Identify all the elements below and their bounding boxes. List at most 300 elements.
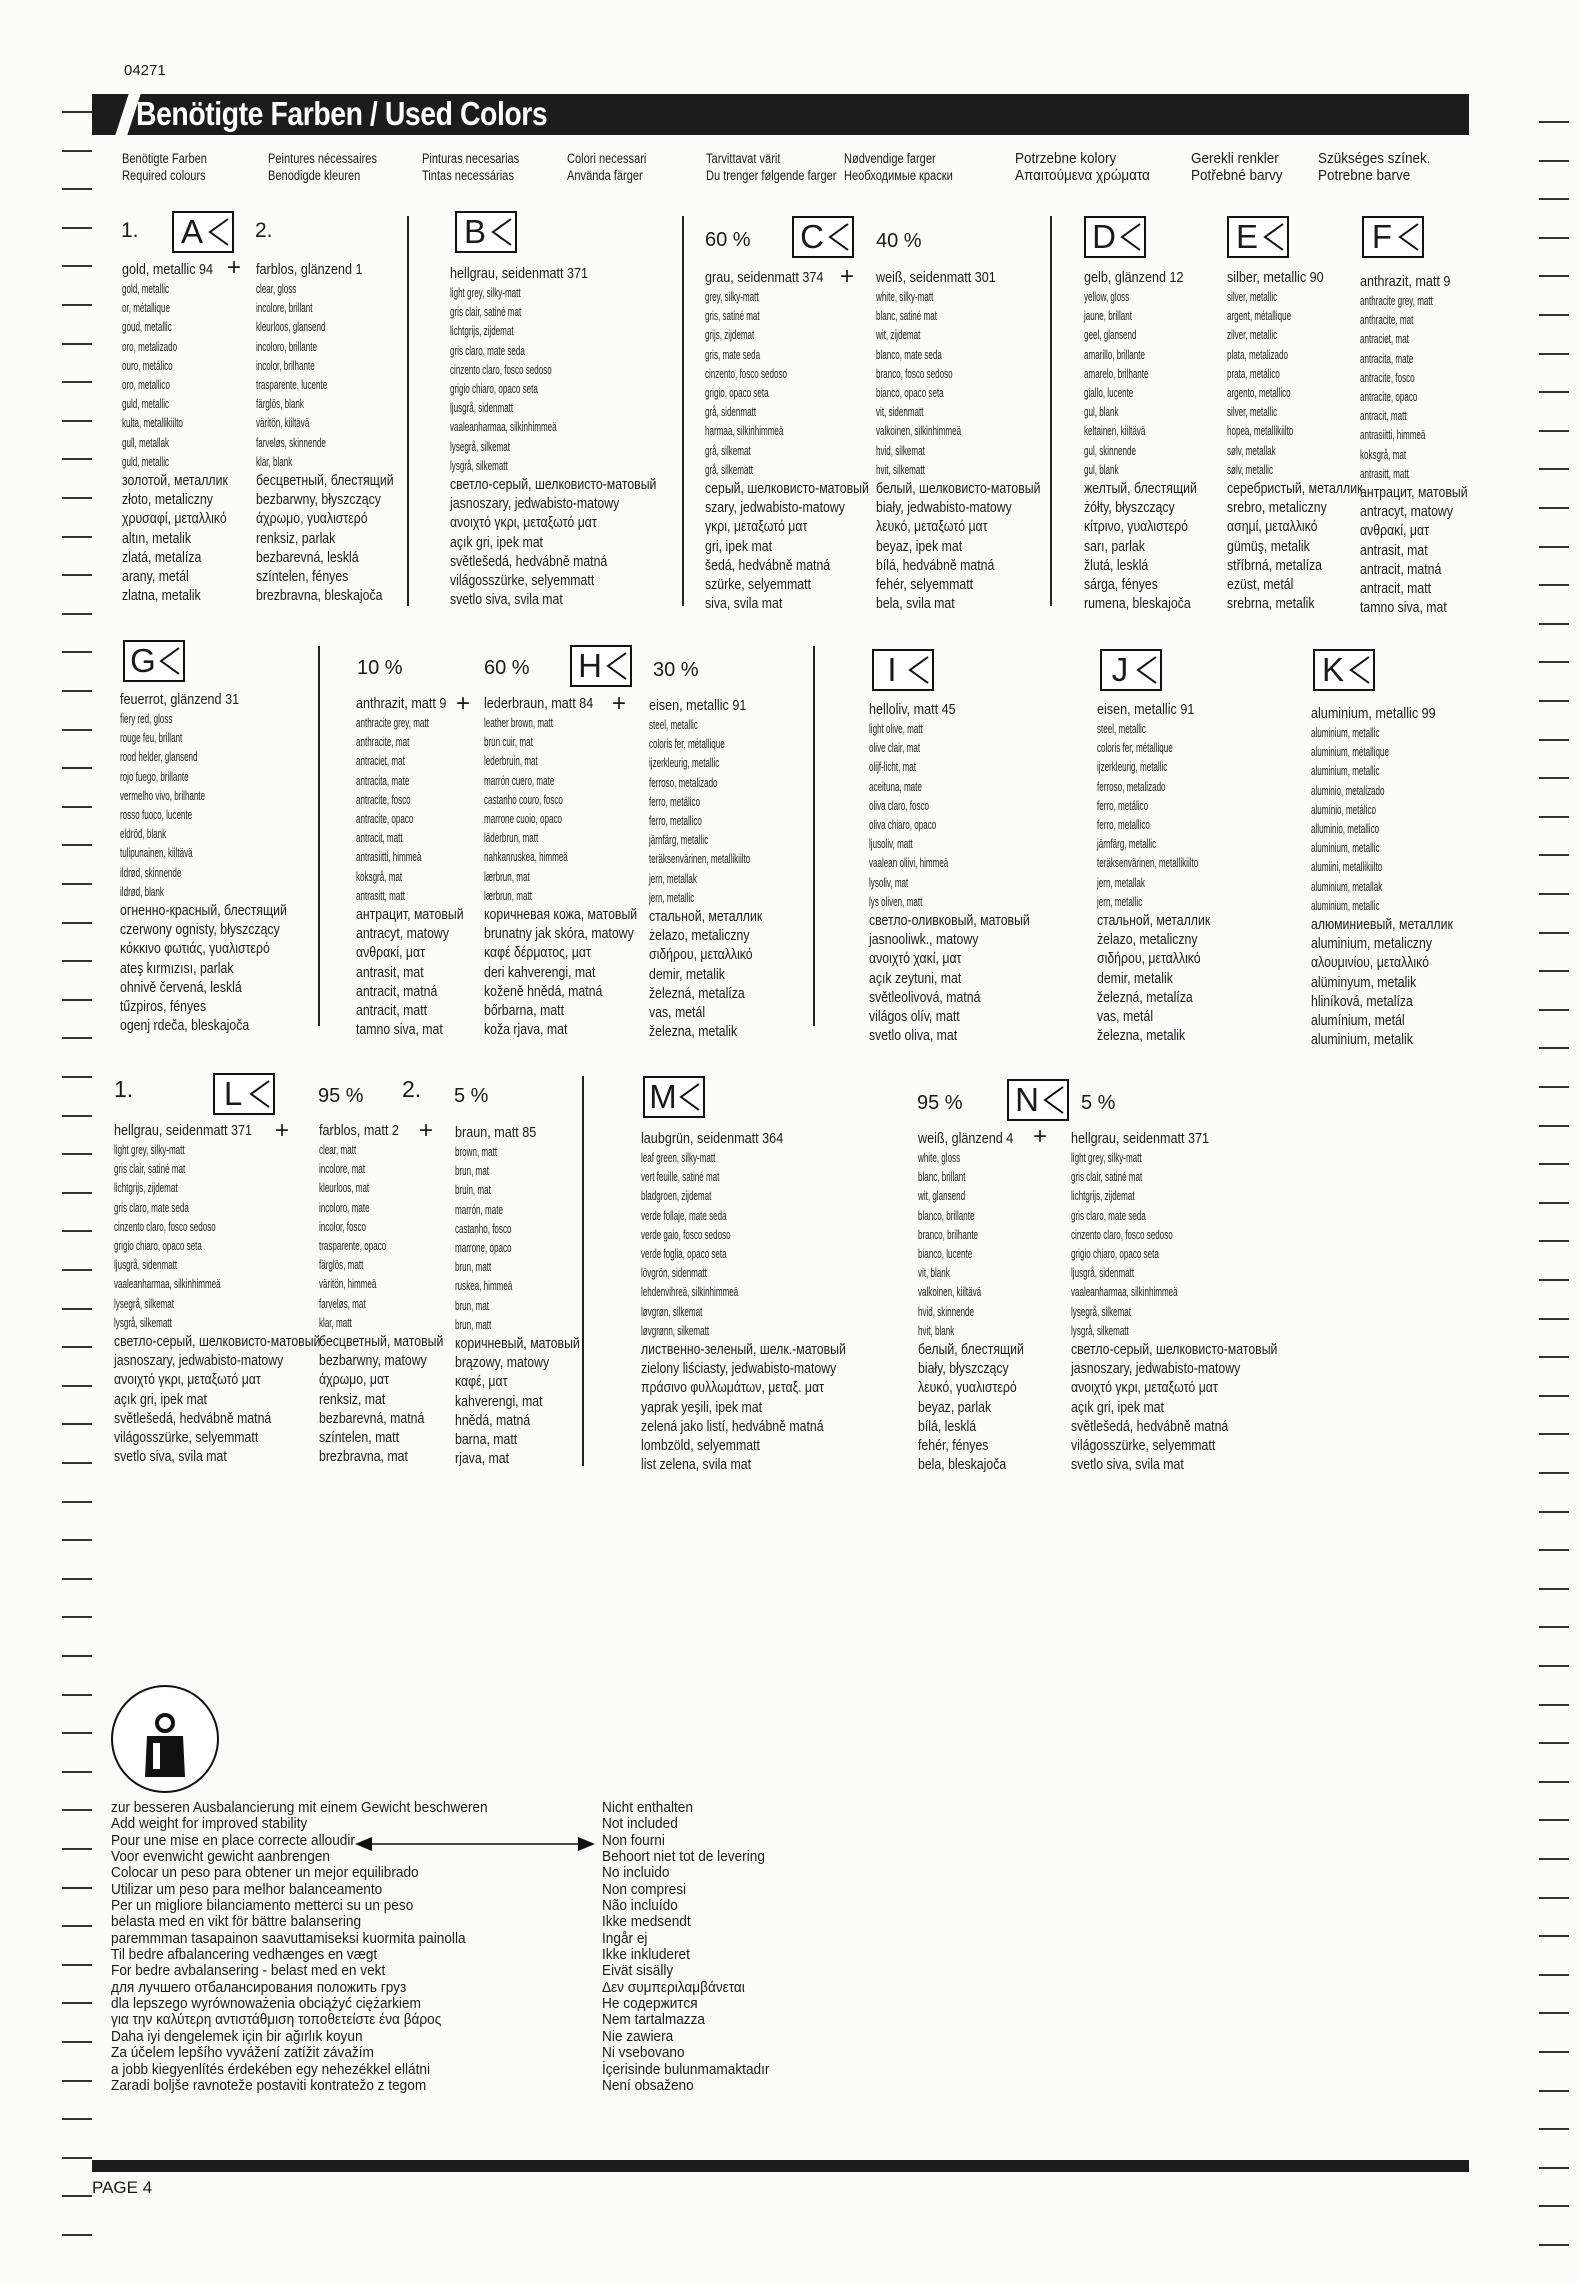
color-name: laubgrün, seidenmatt 364 <box>641 1130 784 1147</box>
edge-tick <box>1539 1433 1569 1435</box>
color-translation: zelená jako listí, hedvábně matná <box>641 1417 824 1435</box>
color-translation: antracyt, matowy <box>356 925 449 943</box>
color-translation: leaf green, silky-matt <box>641 1150 716 1165</box>
color-translation: incoloro, brillante <box>256 338 317 354</box>
color-translation: χρυσαφί, μεταλλικό <box>122 510 227 528</box>
edge-tick <box>1539 777 1569 779</box>
color-translation: grigio chiaro, opaco seta <box>450 381 538 397</box>
color-name: farblos, matt 2 <box>319 1122 399 1139</box>
color-translation: aceituna, mate <box>869 778 922 794</box>
color-translation: lærbrun, mat <box>484 868 530 884</box>
color-translation: lysgrå, silkematt <box>114 1314 172 1330</box>
header-language-column <box>1318 150 1431 184</box>
header-language-label: Required colours <box>122 168 206 183</box>
color-translation: żółty, błyszczący <box>1084 499 1175 517</box>
edge-tick <box>62 2080 92 2082</box>
color-translation: renksiz, parlak <box>256 529 336 547</box>
header-language-column <box>122 150 207 184</box>
color-translation: brun, matt <box>455 1316 492 1332</box>
color-translation: renksiz, mat <box>319 1390 386 1408</box>
color-translation: aluminium, metallic <box>1311 763 1380 779</box>
color-translation: valkoinen, silkinhimmeä <box>876 423 962 439</box>
weight-note-line: İçerisinde bulunmamaktadır <box>602 2061 770 2078</box>
edge-tick <box>1539 275 1569 277</box>
color-translation: gris claro, mate seda <box>114 1199 189 1215</box>
color-translation: hvid, silkemat <box>876 442 925 458</box>
color-translation: giallo, lucente <box>1084 385 1134 401</box>
edge-tick <box>62 651 92 653</box>
edge-tick <box>62 1809 92 1811</box>
color-translation: vaaleanharmaa, silkinhimmeä <box>1071 1284 1178 1300</box>
color-box-h: H <box>570 645 632 687</box>
color-translation: hliníková, metalíza <box>1311 992 1413 1010</box>
color-translation: oliva chiaro, opaco <box>869 817 937 833</box>
color-entry-a1 <box>122 254 251 605</box>
color-translation: železna, metalik <box>649 1023 738 1041</box>
color-translation: złoto, metaliczny <box>122 491 213 509</box>
color-translation: antracit, matt <box>1360 580 1432 598</box>
color-translation: világosszürke, selyemmatt <box>114 1429 259 1447</box>
color-translation: teräksenvärinen, metallikiilto <box>1097 855 1199 871</box>
color-translation: lærbrun, matt <box>484 887 532 903</box>
color-translation: läderbrun, matt <box>484 830 539 846</box>
weight-note-line: Colocar un peso para obtener un mejor equilibrado <box>111 1865 419 1882</box>
color-translation: ανθρακί, ματ <box>356 944 425 962</box>
mix-percent: 5 % <box>454 1085 489 1107</box>
color-name: farblos, glänzend 1 <box>256 261 363 278</box>
color-entry-g2 <box>356 690 487 1039</box>
color-translation: açık gri, ipek mat <box>1071 1398 1164 1416</box>
color-translation: clear, gloss <box>256 281 297 296</box>
color-entry-n2 <box>1071 1129 1323 1474</box>
color-translation: bőrbarna, matt <box>484 1002 565 1020</box>
color-translation: světlešedá, hedvábně matná <box>1071 1417 1229 1435</box>
color-translation: белый, блестящий <box>918 1341 1024 1359</box>
color-translation: argent, métallique <box>1227 308 1292 324</box>
weight-note-line: Non compresi <box>602 1881 687 1898</box>
color-name: braun, matt 85 <box>455 1124 537 1141</box>
color-translation: antraciet, mat <box>356 753 405 769</box>
color-entry-c1 <box>705 263 905 613</box>
edge-tick <box>62 420 92 422</box>
edge-tick <box>1539 1974 1569 1976</box>
color-translation: incolore, mat <box>319 1161 366 1177</box>
color-entry-j <box>1097 700 1260 1045</box>
color-translation: bezbarevná, matná <box>319 1409 425 1427</box>
color-translation: antrasit, mat <box>356 963 424 981</box>
color-translation: szürke, selyemmatt <box>705 576 811 594</box>
edge-tick <box>1539 2205 1569 2207</box>
color-name: anthrazit, matt 9 <box>1360 273 1451 290</box>
color-translation: γκρι, μεταξωτό ματ <box>705 518 808 536</box>
edge-tick <box>1539 893 1569 895</box>
header-language-label: Colori necessari <box>567 151 647 166</box>
color-translation: kulta, metallikiilto <box>122 415 183 431</box>
color-translation: castanho couro, fosco <box>484 791 563 807</box>
weight-note-line: Nicht enthalten <box>602 1800 693 1816</box>
color-translation: gris clair, satiné mat <box>114 1161 186 1177</box>
weight-icon <box>111 1685 219 1793</box>
color-translation: czerwony ognisty, błyszczący <box>120 921 280 939</box>
color-translation: castanho, fosco <box>455 1220 512 1236</box>
color-translation: ανοιχτό χακί, ματ <box>869 950 962 968</box>
color-translation: gümüş, metalik <box>1227 537 1310 555</box>
edge-tick <box>62 343 92 345</box>
color-translation: antracit, matt <box>356 1002 428 1020</box>
weight-note-line: Til bedre afbalancering vedhænges en vægt <box>111 1947 378 1964</box>
color-translation: cinzento, fosco sedoso <box>705 365 787 381</box>
header-language-label: Gerekli renkler <box>1191 150 1279 167</box>
color-translation: wit, zijdemat <box>876 327 921 343</box>
color-translation: светло-серый, шелковисто-матовый <box>450 476 657 494</box>
weight-note-right <box>602 1800 769 2094</box>
weight-note-line: для лучшего отбалансирования положить груз <box>111 1979 407 1996</box>
edge-tick <box>62 1385 92 1387</box>
color-translation: oliva claro, fosco <box>869 797 930 813</box>
color-translation: brązowy, matowy <box>455 1354 550 1372</box>
weight-note-line: a jobb kiegyenlítés érdekében egy nehezékkel ellátni <box>111 2061 431 2078</box>
color-translation: klar, blank <box>256 453 293 469</box>
color-translation: antracite, opaco <box>356 811 414 827</box>
header-language-label: Tintas necessárias <box>422 168 514 183</box>
weight-note-line: Ikke medsendt <box>602 1914 691 1931</box>
color-translation: vas, metál <box>649 1004 706 1022</box>
color-translation: gul, blank <box>1084 404 1119 420</box>
edge-tick <box>62 2234 92 2236</box>
edge-tick <box>1539 2244 1569 2246</box>
edge-tick <box>62 1925 92 1927</box>
color-translation: világosszürke, selyemmatt <box>1071 1437 1216 1455</box>
color-name: hellgrau, seidenmatt 371 <box>450 265 588 282</box>
header-language-label: Szükséges színek. <box>1318 150 1431 167</box>
color-translation: żelazo, metaliczny <box>1097 931 1198 949</box>
header-language-label: Tarvittavat värit <box>706 151 781 166</box>
color-translation: antraciet, mat <box>1360 331 1409 347</box>
weight-note-line: Pour une mise en place correcte alloudir <box>111 1832 355 1849</box>
color-translation: lysgrå, silkematt <box>450 457 508 473</box>
color-entry-k <box>1311 704 1484 1049</box>
edge-tick <box>62 922 92 924</box>
header-language-label: Potrebne barve <box>1318 167 1411 184</box>
color-name: eisen, metallic 91 <box>649 697 747 714</box>
color-translation: ferro, metallico <box>649 813 702 829</box>
color-translation: incoloro, mate <box>319 1199 370 1215</box>
edge-tick <box>62 729 92 731</box>
color-translation: ljusgrå, sidenmatt <box>450 400 514 416</box>
color-name: grau, seidenmatt 374 <box>705 269 824 286</box>
color-translation: grigio, opaco seta <box>705 385 769 401</box>
weight-note-line: Behoort niet tot de levering <box>602 1849 765 1866</box>
color-translation: marrone cuoio, opaco <box>484 811 562 827</box>
color-translation: gul, skinnende <box>1084 442 1136 458</box>
color-translation: marrón, mate <box>455 1201 503 1217</box>
color-box-a: A <box>172 211 234 253</box>
color-translation: antracite, fosco <box>356 791 411 807</box>
plus-sign: + <box>612 690 627 717</box>
plus-sign: + <box>840 263 855 290</box>
edge-tick <box>62 1578 92 1580</box>
edge-tick <box>1539 1125 1569 1127</box>
mix-step-1: 1. <box>114 1076 134 1102</box>
edge-tick <box>1539 1897 1569 1899</box>
color-translation: grå, sidenmatt <box>705 404 757 420</box>
color-translation: svetlo oliva, mat <box>869 1027 958 1045</box>
color-translation: vas, metál <box>1097 1008 1154 1026</box>
color-translation: light grey, silky-matt <box>114 1142 185 1157</box>
edge-tick <box>62 574 92 576</box>
color-translation: grå, silkematt <box>705 461 753 477</box>
color-translation: kleurloos, mat <box>319 1180 370 1196</box>
edge-tick <box>62 1964 92 1966</box>
color-translation: žlutá, lesklá <box>1084 556 1149 574</box>
color-translation: argento, metallico <box>1227 385 1291 401</box>
color-translation: guld, metallic <box>122 453 170 469</box>
edge-tick <box>1539 1781 1569 1783</box>
color-translation: barna, matt <box>455 1431 518 1449</box>
mix-percent: 5 % <box>1081 1092 1116 1114</box>
edge-tick <box>62 1269 92 1271</box>
color-translation: goud, metallic <box>122 319 172 335</box>
left-binding-edge <box>0 0 96 2282</box>
edge-tick <box>62 188 92 190</box>
color-translation: jasnoszary, jedwabisto-matowy <box>1071 1360 1241 1378</box>
edge-tick <box>1539 507 1569 509</box>
color-translation: açık gri, ipek mat <box>450 533 543 551</box>
color-translation: altın, metalik <box>122 529 192 547</box>
header-language-column <box>706 150 836 184</box>
color-translation: coloris fer, métallique <box>649 736 725 752</box>
color-translation: brun, mat <box>455 1297 490 1313</box>
color-translation: lichtgrijs, zijdemat <box>450 323 514 339</box>
color-translation: incolor, brilhante <box>256 357 315 373</box>
edge-tick <box>62 2157 92 2159</box>
color-box-e: E <box>1227 216 1289 258</box>
color-translation: алюминиевый, металлик <box>1311 916 1453 934</box>
color-translation: bela, bleskajoča <box>918 1456 1007 1474</box>
color-translation: белый, шелковисто-матовый <box>876 480 1041 498</box>
edge-tick <box>1539 1935 1569 1937</box>
color-translation: gris clair, satiné mat <box>450 304 522 320</box>
edge-tick <box>62 1346 92 1348</box>
color-translation: tulipunainen, kiiltävä <box>120 845 193 861</box>
color-translation: alumiini, metallikiilto <box>1311 859 1383 875</box>
edge-tick <box>62 1732 92 1734</box>
color-translation: incolore, brillant <box>256 300 313 316</box>
color-box-i: I <box>872 649 934 691</box>
color-translation: järnfärg, metallic <box>1097 836 1157 852</box>
color-translation: αλουμινίου, μεταλλικό <box>1311 954 1429 972</box>
color-translation: deri kahverengi, mat <box>484 963 596 981</box>
color-translation: hnědá, matná <box>455 1411 531 1429</box>
color-translation: løvgrønn, silkematt <box>641 1322 710 1338</box>
color-translation: antracite, opaco <box>1360 389 1418 405</box>
color-translation: světlešedá, hedvábně matná <box>450 552 608 570</box>
color-entry-f <box>1360 272 1491 617</box>
color-translation: ateş kırmızısı, parlak <box>120 959 234 977</box>
color-translation: zlatá, metalíza <box>122 548 202 566</box>
color-translation: olive clair, mat <box>869 740 921 756</box>
weight-note-line: Per un migliore bilanciamento metterci su un peso <box>111 1898 414 1915</box>
edge-tick <box>1539 1588 1569 1590</box>
color-translation: järnfärg, metallic <box>649 832 709 848</box>
edge-tick <box>1539 2012 1569 2014</box>
color-translation: ferroso, metalizado <box>649 774 718 790</box>
color-translation: ijzerkleurig, metallic <box>649 755 720 771</box>
color-translation: золотой, металлик <box>122 472 228 490</box>
color-translation: srebro, metaliczny <box>1227 499 1327 517</box>
color-translation: železná, metalíza <box>649 984 745 1002</box>
color-translation: coloris fer, métallique <box>1097 740 1173 756</box>
edge-tick <box>1539 198 1569 200</box>
edge-tick <box>1539 1511 1569 1513</box>
color-translation: beyaz, ipek mat <box>876 537 963 555</box>
weight-note-line: Não incluído <box>602 1898 678 1915</box>
color-translation: klar, matt <box>319 1314 352 1330</box>
color-translation: wit, glansend <box>918 1188 966 1204</box>
color-translation: hvit, blank <box>918 1322 955 1338</box>
color-translation: jern, metallak <box>1097 874 1145 890</box>
color-translation: tamno siva, mat <box>356 1021 443 1039</box>
color-translation: aluminium, metallic <box>1311 725 1380 740</box>
weight-note-line: Add weight for improved stability <box>111 1816 308 1833</box>
color-translation: brown, matt <box>455 1144 498 1159</box>
header-language-label: Potřebné barvy <box>1191 167 1283 184</box>
color-box-n: N <box>1007 1079 1069 1121</box>
color-translation: ruskea, himmeä <box>455 1278 513 1294</box>
color-translation: желтый, блестящий <box>1084 480 1197 498</box>
edge-tick <box>1539 1742 1569 1744</box>
edge-tick <box>62 960 92 962</box>
color-translation: rouge feu, brillant <box>120 730 183 746</box>
color-translation: bruin, mat <box>455 1182 491 1198</box>
color-translation: branco, fosco sedoso <box>876 365 953 381</box>
color-translation: aluminium, métallique <box>1311 744 1389 760</box>
color-translation: ljusoliv, matt <box>869 836 913 852</box>
color-translation: jern, metallak <box>649 870 697 886</box>
color-translation: sølv, metallak <box>1227 442 1276 458</box>
edge-tick <box>1539 1549 1569 1551</box>
plus-sign: + <box>227 254 242 281</box>
mix-percent: 30 % <box>653 659 699 681</box>
mix-percent: 60 % <box>484 657 530 679</box>
color-translation: olijf-licht, mat <box>869 759 917 775</box>
weight-note-line: Not included <box>602 1816 678 1833</box>
color-translation: yaprak yeşili, ipek mat <box>641 1398 763 1416</box>
color-translation: стальной, металлик <box>649 908 763 926</box>
edge-tick <box>1539 1240 1569 1242</box>
color-translation: železna, metalik <box>1097 1027 1186 1045</box>
color-translation: anthracite, mat <box>1360 312 1414 328</box>
mix-percent: 60 % <box>705 229 751 251</box>
color-entry-l2 <box>319 1117 471 1466</box>
color-translation: alumínio, metálico <box>1311 801 1376 817</box>
footer-bar <box>92 2160 1469 2172</box>
edge-tick <box>1539 623 1569 625</box>
color-translation: bezbarwny, matowy <box>319 1352 427 1370</box>
color-translation: ανοιχτό γκρι, μεταξωτό ματ <box>450 514 597 532</box>
color-translation: fehér, selyemmatt <box>876 576 974 594</box>
color-translation: grå, silkemat <box>705 442 751 458</box>
color-translation: λευκό, μεταξωτό ματ <box>876 518 988 536</box>
color-translation: marrón cuero, mate <box>484 772 555 788</box>
header-language-label: Benodigde kleuren <box>268 168 361 183</box>
color-translation: gris claro, mate seda <box>1071 1207 1146 1223</box>
edge-tick <box>1539 700 1569 702</box>
color-box-m: M <box>643 1076 705 1118</box>
color-translation: lichtgrijs, zijdemat <box>1071 1188 1135 1204</box>
weight-note-line: Voor evenwicht gewicht aanbrengen <box>111 1849 330 1866</box>
color-translation: cinzento claro, fosco sedoso <box>114 1218 216 1234</box>
color-translation: lichtgrijs, zijdemat <box>114 1180 178 1196</box>
color-translation: prata, metálico <box>1227 365 1280 381</box>
color-translation: κίτρινο, γυαλιστερό <box>1084 518 1188 536</box>
color-translation: stříbrná, metalíza <box>1227 556 1323 574</box>
color-translation: κόκκινο φωτιάς, γυαλιστερό <box>120 940 270 958</box>
color-translation: verde follaje, mate seda <box>641 1207 727 1223</box>
color-translation: teräksenvärinen, metallikiilto <box>649 851 751 867</box>
color-translation: aluminium, metallic <box>1311 897 1380 913</box>
edge-tick <box>1539 2090 1569 2092</box>
mix-percent: 10 % <box>357 657 403 679</box>
color-translation: antrasitt, matt <box>356 887 405 903</box>
edge-tick <box>62 1192 92 1194</box>
color-translation: огненно-красный, блестящий <box>120 902 287 920</box>
color-translation: antracit, matt <box>1360 408 1407 424</box>
edge-tick <box>62 1694 92 1696</box>
color-translation: jern, metallic <box>1097 893 1143 909</box>
edge-tick <box>1539 121 1569 123</box>
color-translation: harmaa, silkinhimmeä <box>705 423 784 439</box>
color-translation: jaune, brillant <box>1084 308 1132 324</box>
color-translation: vaaleanharmaa, silkinhimmeä <box>114 1276 221 1292</box>
color-translation: άχρωμο, γυαλιστερό <box>256 510 368 528</box>
color-translation: valkoinen, kiiltävä <box>918 1284 982 1300</box>
color-name: hellgrau, seidenmatt 371 <box>114 1122 252 1139</box>
edge-tick <box>1539 1395 1569 1397</box>
color-translation: oro, metallico <box>122 377 170 393</box>
header-language-label: Benötigte Farben <box>122 151 207 166</box>
color-translation: geel, glansend <box>1084 327 1137 343</box>
color-translation: jasnoszary, jedwabisto-matowy <box>450 495 620 513</box>
color-entry-i <box>869 700 1065 1045</box>
weight-note-line: Nie zawiera <box>602 2028 674 2045</box>
color-translation: plata, metalizado <box>1227 346 1288 362</box>
color-translation: σιδήρου, μεταλλικό <box>1097 950 1201 968</box>
color-translation: jasnoszary, jedwabisto-matowy <box>114 1352 284 1370</box>
color-translation: sarı, parlak <box>1084 537 1145 555</box>
color-translation: színtelen, fényes <box>256 568 349 586</box>
edge-tick <box>62 2041 92 2043</box>
color-translation: branco, brilhante <box>918 1226 979 1242</box>
header-language-label: Pinturas necesarias <box>422 151 520 166</box>
color-translation: lövgrön, sidenmatt <box>641 1265 707 1281</box>
color-translation: светло-серый, шелковисто-матовый <box>114 1333 321 1351</box>
color-translation: ouro, metálico <box>122 357 173 373</box>
color-translation: vit, sidenmatt <box>876 404 924 420</box>
color-translation: ανθρακί, ματ <box>1360 522 1429 540</box>
color-translation: světlešedá, hedvábně matná <box>114 1409 272 1427</box>
color-translation: világosszürke, selyemmatt <box>450 572 595 590</box>
color-translation: brun, matt <box>455 1259 492 1275</box>
edge-tick <box>62 1616 92 1618</box>
color-translation: väritön, himmeä <box>319 1276 377 1292</box>
color-translation: hvid, skinnende <box>918 1303 975 1319</box>
color-translation: svetlo siva, svila mat <box>1071 1456 1184 1474</box>
color-translation: világos olív, matt <box>869 1008 960 1026</box>
color-translation: aluminium, metallic <box>1311 840 1380 856</box>
divider <box>813 646 815 1026</box>
header-language-column <box>422 150 519 184</box>
